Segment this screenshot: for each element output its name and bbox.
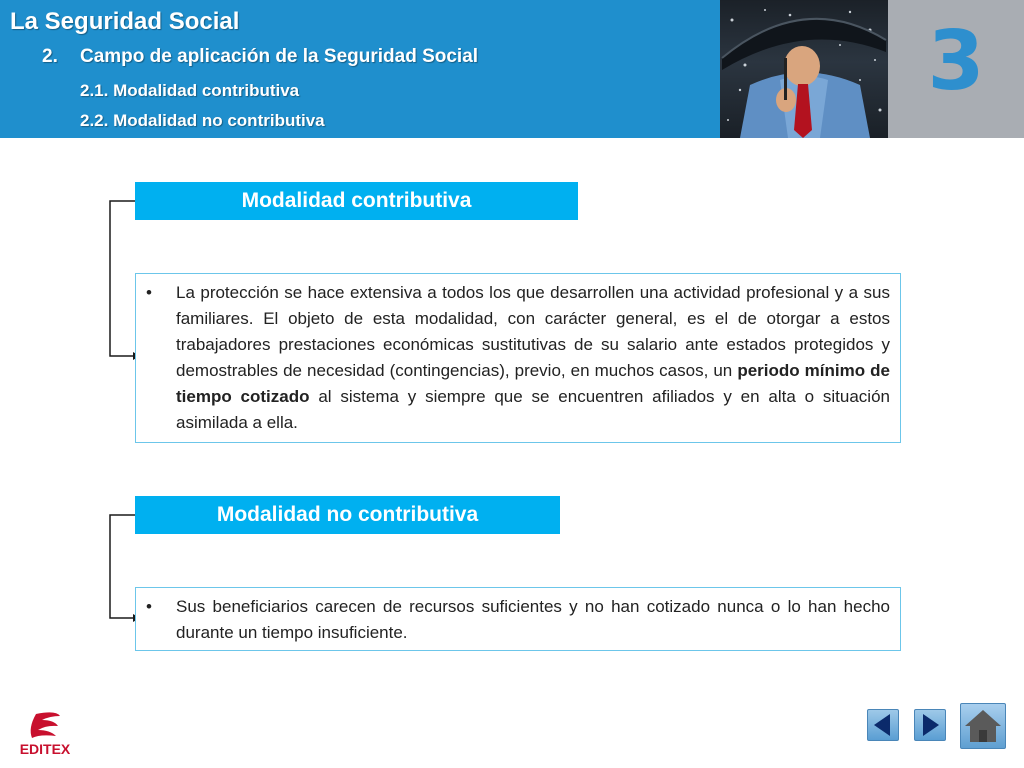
text-contributiva-start: La protección se hace extensiva a todos los que desarrollen una actividad profesional y a sus familiares. El objeto de esta modalidad, con carácter general, es el de otorgar a estos trabajadores prestaciones económicas sustitutivas de su salario ante estados protegidos y demostrables de necesidad (contingencias), previo, en muchos casos, un (176, 283, 890, 380)
previous-slide-button[interactable] (867, 709, 899, 741)
triangle-right-icon (915, 710, 945, 740)
logo-text: EDITEX (19, 741, 71, 757)
next-slide-button[interactable] (914, 709, 946, 741)
paragraph-contributiva (176, 283, 890, 432)
house-icon (961, 704, 1005, 748)
subsection-link-contributiva[interactable]: 2.1. Modalidad contributiva (80, 81, 300, 100)
chapter-number: 3 (927, 14, 985, 109)
section-number: 2. (42, 46, 58, 67)
connector-contributiva (110, 201, 135, 356)
editex-logo (10, 710, 80, 760)
editex-logo-icon (10, 710, 80, 760)
section-title: Campo de aplicación de la Seguridad Social (80, 46, 479, 67)
triangle-left-icon (868, 710, 898, 740)
page-title: La Seguridad Social (10, 8, 240, 35)
paragraph-no-contributiva: Sus beneficiarios carecen de recursos suficientes y no han cotizado nunca o lo han hecho durante un tiempo insuficiente. (176, 597, 890, 642)
section-heading (42, 46, 478, 68)
bullet-icon: • (146, 597, 152, 616)
home-button[interactable] (960, 703, 1006, 749)
content-box-no-contributiva (135, 587, 901, 651)
content-box-contributiva (135, 273, 901, 443)
bullet-icon: • (146, 283, 152, 302)
text-contributiva-end: al sistema y siempre que se encuentren afiliados y en alta o situación asimilada a ella. (176, 387, 890, 432)
text-contributiva-bold: periodo mínimo de tiempo cotizado (176, 361, 891, 406)
connector-no-contributiva (110, 515, 135, 618)
header-photo (720, 0, 888, 138)
heading-modalidad-contributiva: Modalidad contributiva (135, 182, 578, 220)
heading-modalidad-no-contributiva: Modalidad no contributiva (135, 496, 560, 534)
chapter-badge (888, 0, 1024, 138)
header-banner (0, 0, 720, 138)
subsection-link-no-contributiva[interactable]: 2.2. Modalidad no contributiva (80, 111, 325, 130)
man-umbrella-illustration (720, 0, 888, 138)
